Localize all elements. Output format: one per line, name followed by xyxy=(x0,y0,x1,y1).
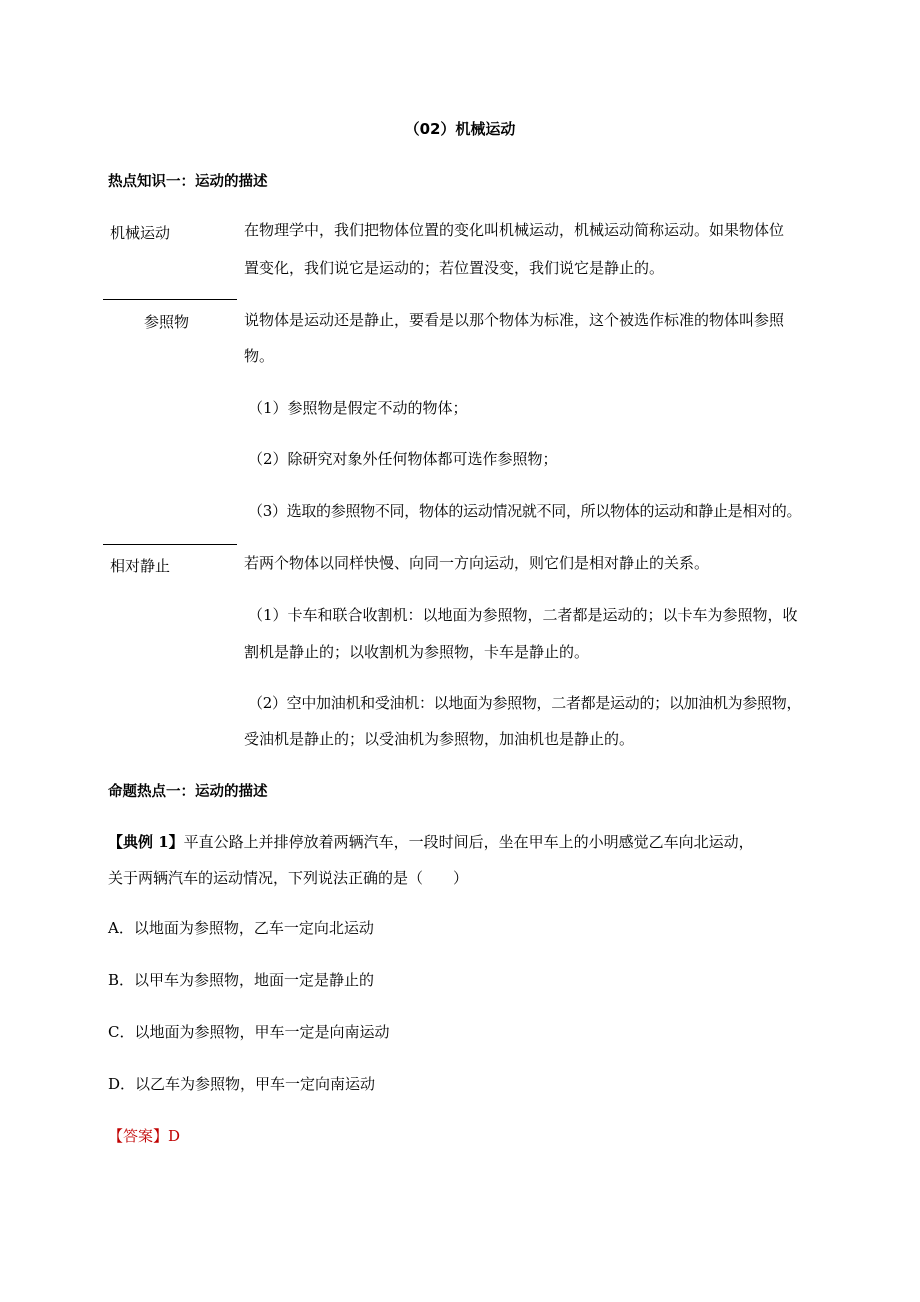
table-divider xyxy=(103,544,237,545)
term-label: 参照物 xyxy=(144,313,190,331)
option-b: B．以甲车为参照物，地面一定是静止的 xyxy=(108,971,375,989)
definition-line: 在物理学中，我们把物体位置的变化叫机械运动，机械运动简称运动。如果物体位 xyxy=(244,221,785,239)
definition-line: 若两个物体以同样快慢、向同一方向运动，则它们是相对静止的关系。 xyxy=(244,554,710,572)
list-item: （3）选取的参照物不同，物体的运动情况就不同，所以物体的运动和静止是相对的。 xyxy=(248,502,802,520)
question-line: 关于两辆汽车的运动情况，下列说法正确的是（ ） xyxy=(108,869,469,887)
answer-value: D xyxy=(168,1127,181,1145)
option-c: C．以地面为参照物，甲车一定是向南运动 xyxy=(108,1023,390,1041)
list-item: （1）卡车和联合收割机：以地面为参照物，二者都是运动的；以卡车为参照物，收 xyxy=(248,606,798,624)
list-item: （2）空中加油机和受油机：以地面为参照物，二者都是运动的；以加油机为参照物， xyxy=(248,694,802,712)
page-title: （02）机械运动 xyxy=(404,120,516,138)
definition-line: 物。 xyxy=(244,347,275,365)
answer-line xyxy=(108,1120,180,1152)
question-line xyxy=(108,826,754,858)
option-a: A．以地面为参照物，乙车一定向北运动 xyxy=(108,919,374,937)
question-text: 平直公路上并排停放着两辆汽车，一段时间后，坐在甲车上的小明感觉乙车向北运动， xyxy=(183,833,754,851)
answer-label: 【答案】 xyxy=(108,1127,169,1145)
list-item: （1）参照物是假定不动的物体； xyxy=(248,399,468,417)
section-heading-exam: 命题热点一：运动的描述 xyxy=(108,784,268,800)
option-d: D．以乙车为参照物，甲车一定向南运动 xyxy=(108,1075,376,1093)
section-heading-knowledge: 热点知识一：运动的描述 xyxy=(108,174,268,190)
example-label: 【典例 1】 xyxy=(108,833,184,851)
list-item-continuation: 受油机是静止的；以受油机为参照物，加油机也是静止的。 xyxy=(244,730,635,748)
definition-line: 置变化，我们说它是运动的；若位置没变，我们说它是静止的。 xyxy=(244,259,665,277)
definition-line: 说物体是运动还是静止，要看是以那个物体为标准，这个被选作标准的物体叫参照 xyxy=(244,311,785,329)
table-divider xyxy=(103,299,237,300)
list-item-continuation: 割机是静止的；以收割机为参照物，卡车是静止的。 xyxy=(244,643,590,661)
term-label: 相对静止 xyxy=(110,557,171,575)
list-item: （2）除研究对象外任何物体都可选作参照物； xyxy=(248,450,558,468)
term-label: 机械运动 xyxy=(110,224,171,242)
